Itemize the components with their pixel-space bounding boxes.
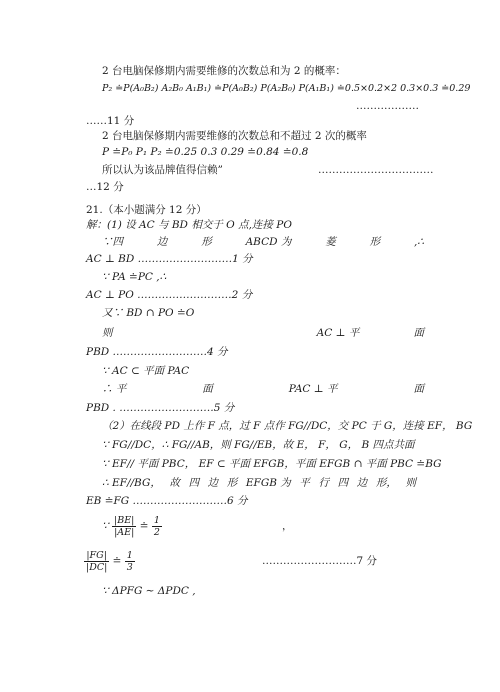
text-seg: 则 <box>405 477 416 489</box>
text-seg: 面 <box>202 383 213 395</box>
solution-part1-intro: 解：(1) 设 AC 与 BD 相交于 O 点,连接 PO <box>86 219 292 231</box>
denominator: |AE| <box>114 526 135 538</box>
score-11: ……11 分 <box>86 115 135 127</box>
text-seg: AC ⊥ 平 <box>316 327 360 339</box>
plane-perp-line <box>102 382 424 396</box>
fraction-be-ae <box>112 515 136 538</box>
text-seg: 菱 <box>325 236 336 248</box>
ac-subset-pac: ∵ AC ⊂ 平面 PAC <box>102 365 190 377</box>
text-seg: 形 <box>369 236 381 248</box>
ac-perp-plane-line <box>102 326 424 340</box>
rhombus-line <box>102 235 424 249</box>
solution-part2-intro: （2）在线段 PD 上作 F 点，过 F 点作 FG//DC，交 PC 于 G，连接 EF， BG <box>102 420 473 432</box>
pbd-score-5: PBD . ………………………5 分 <box>86 402 235 414</box>
text-seg: ∵四 <box>102 236 123 248</box>
text-seg: ∴ 平 <box>102 383 127 395</box>
text-seg: 边 <box>156 236 168 248</box>
dots-leader: …………………………… <box>318 164 434 176</box>
equals-symbol: ≐ <box>112 555 122 567</box>
text-seg: 则 <box>102 327 113 339</box>
similar-triangles: ∵ ΔPFG ∼ ΔPDC , <box>102 585 196 597</box>
denominator: 2 <box>153 526 160 538</box>
text-seg: PAC ⊥ 平 <box>288 383 338 395</box>
pbd-score-4: PBD ………………………4 分 <box>86 346 228 358</box>
text-seg: 四 <box>188 477 200 489</box>
score-7: ………………………7 分 <box>262 555 378 567</box>
text-seg: ,∴ <box>413 236 424 248</box>
text-seg: 形 <box>201 236 212 248</box>
ef-parallel-plane: ∵ EF// 平面 PBC， EF ⊂ 平面 EFGB，平面 EFGB ∩ 平面 PBC ≐BG <box>102 458 442 470</box>
prob-sum-two-intro: 2 台电脑保修期内需要维修的次数总和为 2 的概率： <box>102 65 346 77</box>
text-seg: ∴ EF//BG， <box>102 477 161 489</box>
pa-eq-pc: ∵ PA ≐PC ,∴ <box>102 271 167 283</box>
text-seg: 四 <box>337 477 349 489</box>
text-seg: 面 <box>413 383 424 395</box>
text-seg: 平 <box>299 477 310 489</box>
text-seg: 边 <box>356 477 368 489</box>
parallelogram-line <box>102 476 416 490</box>
text-seg: 形， <box>375 477 397 489</box>
coplanar-line: ∵ FG//DC，∴ FG//AB，则 FG//EB，故 E， F， G， B 四点共面 <box>102 439 415 451</box>
eb-eq-fg-score-6: EB ≐FG ………………………6 分 <box>86 495 248 507</box>
numerator: 1 <box>126 549 133 561</box>
fraction-fg-dc <box>84 550 109 573</box>
prob-le-two-intro: 2 台电脑保修期内需要维修的次数总和不超过 2 次的概率 <box>102 130 367 142</box>
comma: ， <box>282 520 293 532</box>
prob-sum-two-formula: P₂ ≐P(A₀B₂) A₂B₀ A₁B₁) ≐P(A₀B₂) P(A₂B₀) P(A₁B₁) ≐0.5×0.2×2 0.3×0.3 ≐0.29 <box>102 83 471 94</box>
bd-cap-po: 又∵ BD ∩ PO ≐O <box>102 307 195 319</box>
score-12: …12 分 <box>86 181 124 193</box>
text-seg: 行 <box>318 477 330 489</box>
text-seg: 形 <box>226 477 238 489</box>
ratio-fg-dc <box>84 547 135 575</box>
ratio-be-ae <box>102 512 162 540</box>
equals-symbol: ≐ <box>139 520 149 532</box>
fraction-one-third <box>125 550 135 573</box>
numerator: 1 <box>153 514 160 526</box>
numerator: |BE| <box>114 514 135 526</box>
numerator: |FG| <box>84 550 109 562</box>
because-symbol: ∵ <box>102 520 109 532</box>
fraction-one-half <box>152 515 162 538</box>
text-seg: 边 <box>207 477 219 489</box>
ac-perp-po: AC ⊥ PO ………………………2 分 <box>86 289 253 301</box>
text-seg: ABCD 为 <box>245 236 292 248</box>
denominator: |DC| <box>86 561 108 573</box>
text-seg: EFGB 为 <box>245 477 291 489</box>
conclusion-trust: 所以认为该品牌值得信赖” <box>102 164 223 176</box>
problem-21-heading: 21.（本小题满分 12 分） <box>86 204 207 216</box>
text-seg: 面 <box>413 327 424 339</box>
ac-perp-bd: AC ⊥ BD ………………………1 分 <box>86 253 253 265</box>
prob-le-two-formula: P ≐P₀ P₁ P₂ ≐0.25 0.3 0.29 ≐0.84 ≐0.8 <box>102 146 309 158</box>
denominator: 3 <box>126 561 133 573</box>
dots-leader: ……………… <box>356 100 419 112</box>
text-seg: 故 <box>169 477 180 489</box>
